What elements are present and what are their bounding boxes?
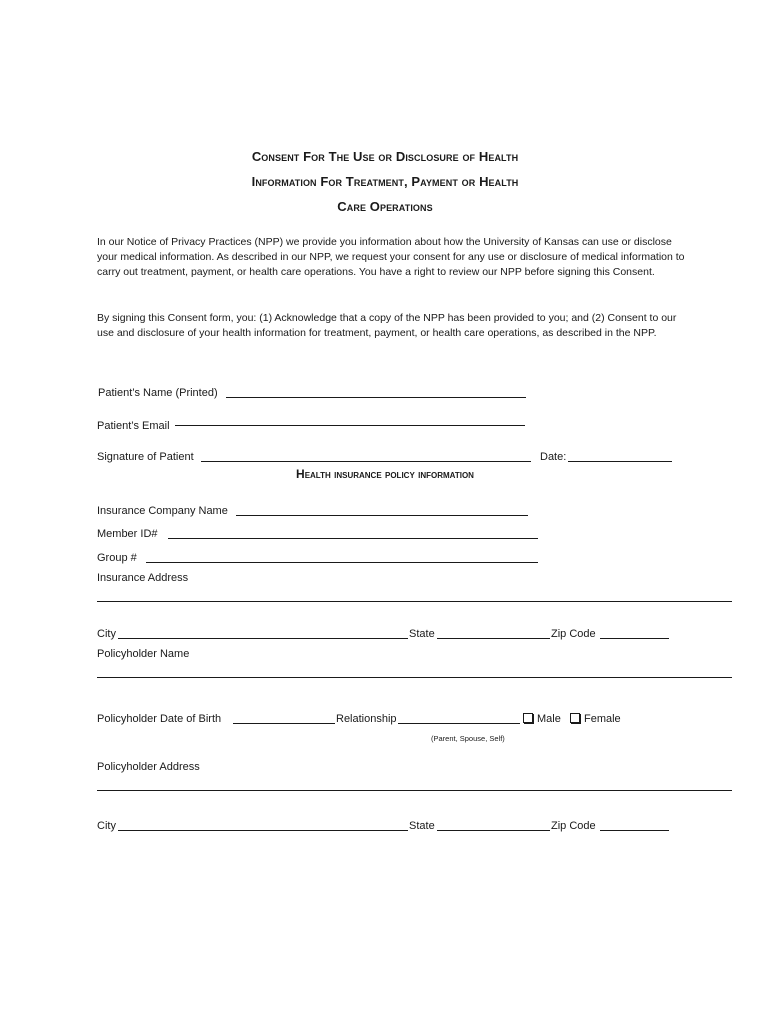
insurance-address-field[interactable] [97, 601, 732, 602]
insurance-section-heading: Health insurance policy information [296, 467, 474, 481]
policyholder-zip-field[interactable] [600, 830, 669, 831]
female-option[interactable] [568, 712, 621, 726]
signature-label: Signature of Patient [97, 451, 194, 463]
insurance-state-label: State [409, 628, 435, 640]
insurance-address-label: Insurance Address [97, 572, 189, 584]
patient-email-label: Patient’s Email [97, 420, 170, 432]
date-field[interactable] [568, 461, 672, 462]
policyholder-dob-label: Policyholder Date of Birth [97, 713, 222, 725]
member-id-field[interactable] [168, 538, 538, 539]
insurance-city-field[interactable] [118, 638, 408, 639]
form-title-line-2: Information For Treatment, Payment or Health [251, 174, 519, 189]
form-title-line-1: Consent For The Use or Disclosure of Health [251, 149, 519, 164]
patient-email-field[interactable] [175, 425, 525, 426]
female-checkbox[interactable] [570, 713, 580, 723]
female-label: Female [584, 713, 621, 725]
patient-name-label: Patient’s Name (Printed) [98, 387, 218, 399]
male-checkbox[interactable] [523, 713, 533, 723]
consent-paragraph: By signing this Consent form, you: (1) Acknowledge that a copy of the NPP has been provided to you; and (2) Consent to our use and disclosure of your health information for treatment, payment, or health care operations, as described in the NPP. [97, 312, 677, 340]
member-id-label: Member ID# [97, 528, 158, 540]
insurance-zip-label: Zip Code [551, 628, 596, 640]
insurance-company-field[interactable] [236, 515, 528, 516]
policyholder-city-label: City [97, 820, 116, 832]
policyholder-address-label: Policyholder Address [97, 761, 200, 773]
policyholder-city-field[interactable] [118, 830, 408, 831]
policyholder-address-field[interactable] [97, 790, 732, 791]
signature-field[interactable] [201, 461, 531, 462]
policyholder-zip-label: Zip Code [551, 820, 596, 832]
policyholder-state-field[interactable] [437, 830, 550, 831]
policyholder-state-label: State [409, 820, 435, 832]
policyholder-name-field[interactable] [97, 677, 732, 678]
insurance-city-label: City [97, 628, 116, 640]
insurance-company-label: Insurance Company Name [97, 505, 228, 517]
policyholder-dob-field[interactable] [233, 723, 335, 724]
male-label: Male [537, 713, 561, 725]
form-title-line-3: Care Operations [337, 199, 433, 214]
policyholder-name-label: Policyholder Name [97, 648, 190, 660]
insurance-zip-field[interactable] [600, 638, 669, 639]
insurance-state-field[interactable] [437, 638, 550, 639]
patient-name-field[interactable] [226, 397, 526, 398]
date-label: Date: [540, 451, 567, 463]
male-option[interactable] [521, 712, 561, 726]
relationship-hint: (Parent, Spouse, Self) [431, 734, 505, 743]
group-number-field[interactable] [146, 562, 538, 563]
npp-paragraph: In our Notice of Privacy Practices (NPP) we provide you information about how the University of Kansas can use or disclose your medical information. As described in our NPP, we request your consent for any use or disclosure of medical information to carry out treatment, payment, or health care operations. You have a right to review our NPP before signing this Consent. [97, 236, 685, 279]
relationship-label: Relationship [336, 713, 397, 725]
relationship-field[interactable] [398, 723, 520, 724]
group-number-label: Group # [97, 552, 137, 564]
